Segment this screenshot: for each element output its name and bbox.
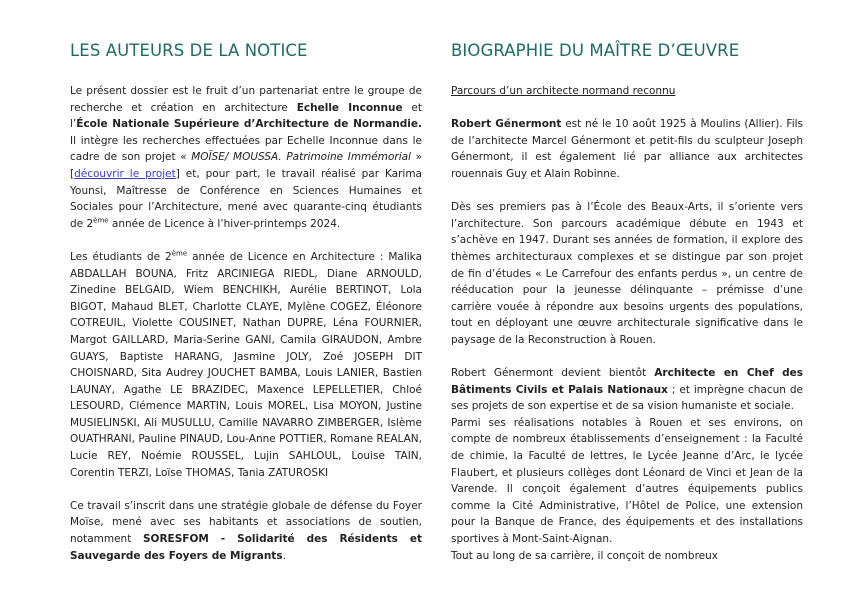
ordinal-suffix: ème (171, 249, 188, 258)
authors-heading: LES AUTEURS DE LA NOTICE (70, 41, 308, 60)
text: . (282, 549, 286, 562)
architect-name: Robert Génermont (451, 118, 562, 131)
association-name: SORESFOM - Solidarité des Résidents et Sauvegarde des Foyers de Migrants (70, 533, 423, 562)
group-name: Echelle Inconnue (296, 101, 403, 114)
biography-heading: BIOGRAPHIE DU MAÎTRE D’ŒUVRE (451, 41, 740, 60)
biography-column (451, 41, 803, 564)
text: Il intègre les recherches effectuées par Echelle Inconnue dans le cadre de son projet « (70, 134, 422, 164)
discover-project-link[interactable]: découvrir le projet (74, 167, 176, 180)
text: et l’ (70, 101, 422, 131)
students-list: année de Licence en Architecture : Malika ABDALLAH BOUNA, Fritz ARCINIEGA RIEDL, Diane ARNOULD, Zinedine BELGAID, Wiem BENCHIKH, Aurélie BERTINOT, Lola BIGOT, Mahaud BLET, Charlotte CLAYE, Mylène COGEZ, Éléonore COTREUIL, Violette COUSINET, Nathan DUPRE, Léna FOURNIER, Margot GAILLARD, Maria-Serine GANI, Camila GIRAUDON, Ambre GUAYS, Baptiste HARANG, Jasmine JOLY, Zoé JOSEPH DIT CHOISNARD, Sita Audrey JOUCHET BAMBA, Louis LANIER, Bastien LAUNAY, Agathe LE BRAZIDEC, Maxence LEPELLETIER, Chloé LESOURD, Clémence MARTIN, Louis MOREL, Lisa MOYON, Justine MUSIELINSKI, Ali MUSULLU, Camille NAVARRO ZIMBERGER, Islème OUATHRANI, Pauline PINAUD, Lou-Anne POTTIER, Romane REALAN, Lucie REY, Noémie ROUSSEL, Lujin SAHLOUL, Louise TAIN, Corentin TERZI, Loïse THOMAS, Tania ZATUROSKI (70, 250, 422, 479)
text: Robert Génermont devient bientôt (451, 367, 655, 380)
students-paragraph (70, 249, 422, 481)
text: ; et imprègne chacun de ses projets de son expertise et de sa vision humaniste et sociale. (451, 383, 804, 413)
project-title: MOÏSE/ MOUSSA. Patrimoine Immémorial (191, 151, 411, 164)
strategy-paragraph (70, 498, 422, 564)
ordinal-suffix: ème (93, 216, 109, 225)
birth-paragraph (451, 116, 803, 182)
biography-subtitle: Parcours d’un architecte normand reconnu (451, 85, 676, 97)
works-paragraph (451, 415, 803, 548)
text: Parmi ses réalisations notables à Rouen et ses environs, on compte de nombreux établissements d’enseignement : la Faculté de chimie, la Faculté de lettres, le Lycée Jeanne d’Arc, le lycée Flaubert, et plusieurs collèges dont Léonard de Vinci et Jean de la Varende. Il conçoit également d’autres équipements publics comme la Cité Administrative, l’Hôtel de Police, une extension pour la Banque de France, des équipements et des installations sportives à Mont-Saint-Aignan. (451, 416, 803, 546)
text: est né le 10 août 1925 à Moulins (Allier). Fils de l’architecte Marcel Génermont et petit-fils du sculpteur Joseph Génermont, il est également lié par alliance aux architectes rouennais Guy et Alain Robinne. (451, 118, 804, 180)
text: Tout au long de sa carrière, il conçoit de nombreux (451, 549, 718, 562)
text: année de Licence à l’hiver-printemps 2024. (108, 217, 341, 230)
school-name: École Nationale Supérieure d’Architecture de Normandie. (76, 118, 422, 131)
title-role: Architecte en Chef des Bâtiments Civils et Palais Nationaux (451, 367, 803, 396)
career-paragraph (451, 365, 803, 415)
continuation-paragraph (451, 548, 803, 565)
text: Dès ses premiers pas à l’École des Beaux-Arts, il s’oriente vers l’architecture. Son parcours académique débute en 1943 et s’achève en 1947. Durant ses années de formation, il explore des thèmes architecturaux complexes et se distingue par son projet de fin d’études « Le Carrefour des enfants perdus », un centre de rééducation pour la jeunesse délinquante – prémisse d’une carrière vouée à répondre aux besoins urgents des populations, tout en déployant une œuvre architecturale significative dans le paysage de la Reconstruction à Rouen. (451, 201, 803, 346)
authors-column (70, 41, 422, 564)
text: ] et, pour part, le travail réalisé par Karima Younsi, Maîtresse de Conférence en Sciences Humaines et Sociales pour l’Architecture, mené avec quarante-cinq étudiants de 2 (70, 167, 422, 230)
education-paragraph (451, 199, 803, 348)
partnership-paragraph (70, 83, 422, 232)
text: Le présent dossier est le fruit d’un partenariat entre le groupe de recherche et création en architecture (70, 85, 422, 114)
text: Les étudiants de 2 (70, 250, 172, 263)
text: » [ (70, 151, 423, 180)
text: Ce travail s’inscrit dans une stratégie globale de défense du Foyer Moïse, mené avec ses habitants et associations de soutien, notamment (70, 499, 422, 546)
